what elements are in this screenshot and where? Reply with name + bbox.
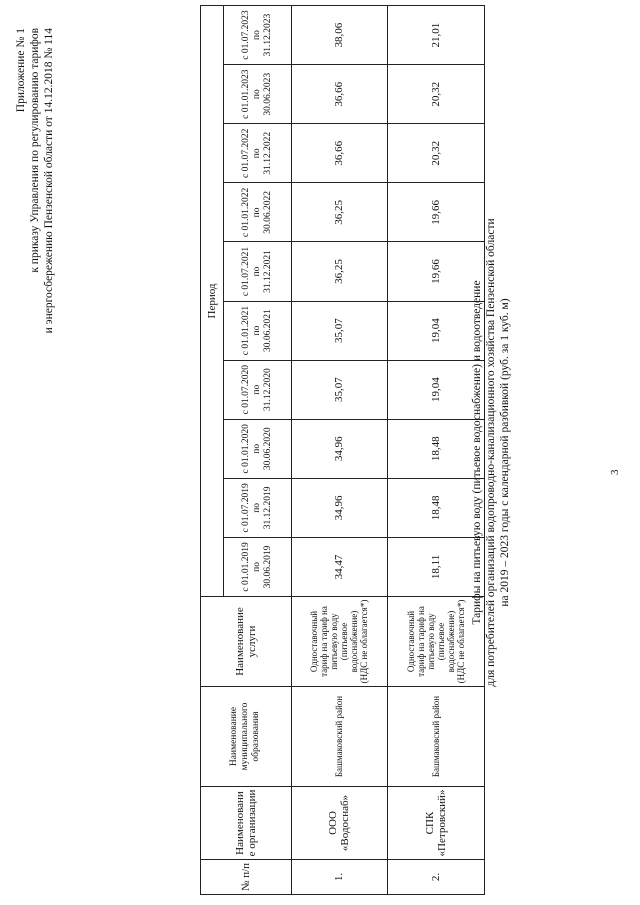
tariff-value: 19,04 [388, 301, 485, 360]
period-by: по [251, 562, 262, 572]
period-to: 30.06.2021 [262, 309, 273, 352]
row-municipality: Башмаковский район [291, 687, 388, 787]
tariff-table [200, 5, 485, 895]
period-from: с 01.07.2021 [240, 246, 251, 297]
period-from: с 01.01.2019 [240, 542, 251, 592]
period-by: по [251, 502, 262, 513]
period-from: с 01.01.2023 [240, 69, 251, 119]
period-by: по [251, 266, 262, 277]
tariff-value: 18,48 [388, 419, 485, 478]
period-from: с 01.07.2020 [240, 365, 251, 415]
period-from: с 01.07.2023 [240, 10, 251, 60]
table-row [291, 6, 388, 895]
tariff-value: 36,66 [291, 124, 388, 183]
page-number: 3 [609, 469, 621, 475]
row-organization: ООО «Водоснаб» [291, 787, 388, 860]
period-by: по [251, 384, 262, 395]
header-service: Наименование услуги [201, 597, 292, 687]
row-service: Одноставочный тариф на тариф на питьевую воду (питьевое водоснабжение) (НДС не облагается*) [388, 597, 485, 687]
tariff-value: 18,11 [388, 537, 485, 596]
period-from: с 01.01.2020 [240, 424, 251, 474]
period-header-cell [224, 124, 292, 183]
tariff-value: 36,66 [291, 65, 388, 124]
tariff-value: 35,07 [291, 301, 388, 360]
header-period: Период [201, 6, 224, 597]
period-to: 31.12.2021 [262, 250, 273, 293]
tariff-value: 18,48 [388, 478, 485, 537]
tariff-value: 19,66 [388, 183, 485, 242]
period-header-cell [224, 419, 292, 478]
tariff-value: 34,96 [291, 419, 388, 478]
period-header-cell [224, 301, 292, 360]
tariff-value: 19,04 [388, 360, 485, 419]
period-to: 31.12.2023 [262, 13, 273, 57]
row-organization: СПК «Петровский» [388, 787, 485, 860]
period-to: 31.12.2020 [262, 368, 273, 412]
period-header-cell [224, 537, 292, 596]
period-from: с 01.07.2022 [240, 128, 251, 178]
period-to: 30.06.2020 [262, 427, 273, 471]
appendix-line: к приказу Управления по регулированию тарифов [29, 28, 41, 273]
row-municipality: Башмаковский район [388, 687, 485, 787]
tariff-value: 36,25 [291, 242, 388, 301]
period-by: по [251, 207, 262, 218]
period-by: по [251, 325, 262, 336]
tariff-value: 20,32 [388, 65, 485, 124]
tariff-value: 21,01 [388, 6, 485, 65]
period-to: 31.12.2019 [262, 486, 273, 530]
header-organization: Наименовани е организации [201, 787, 292, 860]
row-num: 1. [291, 860, 388, 895]
header-num: № п/п [201, 860, 292, 895]
row-service: Одноставочный тариф на тариф на питьевую воду (питьевое водоснабжение) (НДС не облагается*) [291, 597, 388, 687]
title-line: на 2019 – 2023 годы с календарной разбивкой (руб. за 1 куб. м) [499, 298, 511, 607]
title-line: Тарифы на питьевую воду (питьевое водоснабжение) и водоотведение [471, 280, 483, 625]
period-header-cell [224, 360, 292, 419]
tariff-value: 38,06 [291, 6, 388, 65]
period-to: 30.06.2022 [262, 191, 273, 234]
tariff-value: 34,47 [291, 537, 388, 596]
period-header-cell [224, 65, 292, 124]
document-title [470, 0, 512, 905]
period-to: 30.06.2023 [262, 72, 273, 116]
tariff-value: 20,32 [388, 124, 485, 183]
table-body [291, 6, 484, 895]
period-to: 31.12.2022 [262, 131, 273, 175]
period-header-cell [224, 6, 292, 65]
header-municipality: Наименование муниципального образования [201, 687, 292, 787]
period-header-cell [224, 478, 292, 537]
period-from: с 01.01.2021 [240, 305, 251, 356]
period-header-cell [224, 183, 292, 242]
period-from: с 01.07.2019 [240, 483, 251, 533]
period-by: по [251, 443, 262, 454]
tariff-value: 35,07 [291, 360, 388, 419]
appendix-header [14, 28, 56, 333]
tariff-value: 36,25 [291, 183, 388, 242]
title-line: для потребителей организаций водопроводно-канализационного хозяйства Пензенской области [485, 218, 497, 687]
period-by: по [251, 30, 262, 40]
tariff-value: 34,96 [291, 478, 388, 537]
row-num: 2. [388, 860, 485, 895]
period-from: с 01.01.2022 [240, 187, 251, 238]
period-to: 30.06.2019 [262, 545, 273, 589]
period-by: по [251, 148, 262, 159]
period-header-cell [224, 242, 292, 301]
table-header-row [201, 6, 224, 895]
period-by: по [251, 89, 262, 100]
appendix-line: и энергосбережению Пензенской области от 14.12.2018 № 114 [43, 28, 55, 334]
appendix-line: Приложение № 1 [15, 28, 27, 113]
tariff-value: 19,66 [388, 242, 485, 301]
